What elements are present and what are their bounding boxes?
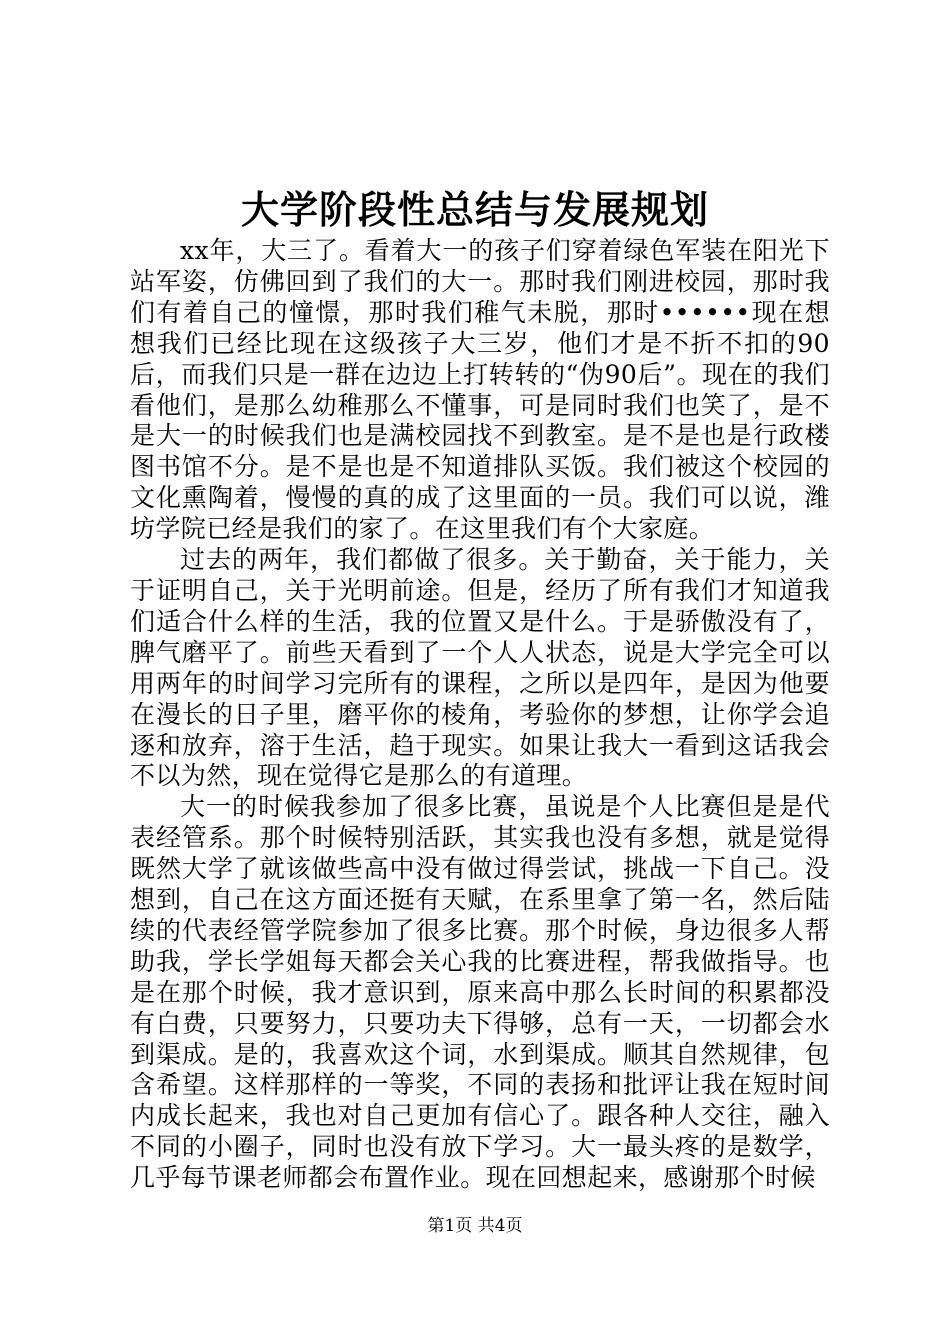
paragraph-1: xx年，大三了。看着大一的孩子们穿着绿色军装在阳光下站军姿，仿佛回到了我们的大一。那时我们刚进校园，那时我们有着自己的憧憬，那时我们稚气未脱，那时••••••现在想想我们已经比现在这级孩子大三岁，他们才是不折不扣的90后，而我们只是一群在边边上打转转的“伪90后”。现在的我们看他们，是那么幼稚那么不懂事，可是同时我们也笑了，是不是大一的时候我们也是满校园找不到教室。是不是也是行政楼图书馆不分。是不是也是不知道排队买饭。我们被这个校园的文化熏陶着，慢慢的真的成了这里面的一员。我们可以说，潍坊学院已经是我们的家了。在这里我们有个大家庭。: [130, 236, 830, 544]
document-body: [130, 236, 830, 1194]
page-number-footer: 第1页 共4页: [427, 1216, 523, 1236]
paragraph-3: 大一的时候我参加了很多比赛，虽说是个人比赛但是是代表经管系。那个时候特别活跃，其实我也没有多想，就是觉得既然大学了就该做些高中没有做过得尝试，挑战一下自己。没想到，自己在这方面还挺有天赋，在系里拿了第一名，然后陆续的代表经管学院参加了很多比赛。那个时候，身边很多人帮助我，学长学姐每天都会关心我的比赛进程，帮我做指导。也是在那个时候，我才意识到，原来高中那么长时间的积累都没有白费，只要努力，只要功夫下得够，总有一天，一切都会水到渠成。是的，我喜欢这个词，水到渠成。顺其自然规律，包含希望。这样那样的一等奖，不同的表扬和批评让我在短时间内成长起来，我也对自己更加有信心了。跟各种人交往，融入不同的小圈子，同时也没有放下学习。大一最头疼的是数学，几乎每节课老师都会布置作业。现在回想起来，感谢那个时候: [130, 792, 830, 1193]
paragraph-2: 过去的两年，我们都做了很多。关于勤奋，关于能力，关于证明自己，关于光明前途。但是，经历了所有我们才知道我们适合什么样的生活，我的位置又是什么。于是骄傲没有了，脾气磨平了。前些天看到了一个人人状态，说是大学完全可以用两年的时间学习完所有的课程，之所以是四年，是因为他要在漫长的日子里，磨平你的棱角，考验你的梦想，让你学会追逐和放弃，溶于生活，趋于现实。如果让我大一看到这话我会不以为然，现在觉得它是那么的有道理。: [130, 545, 830, 791]
document-title: 大学阶段性总结与发展规划: [240, 187, 709, 232]
